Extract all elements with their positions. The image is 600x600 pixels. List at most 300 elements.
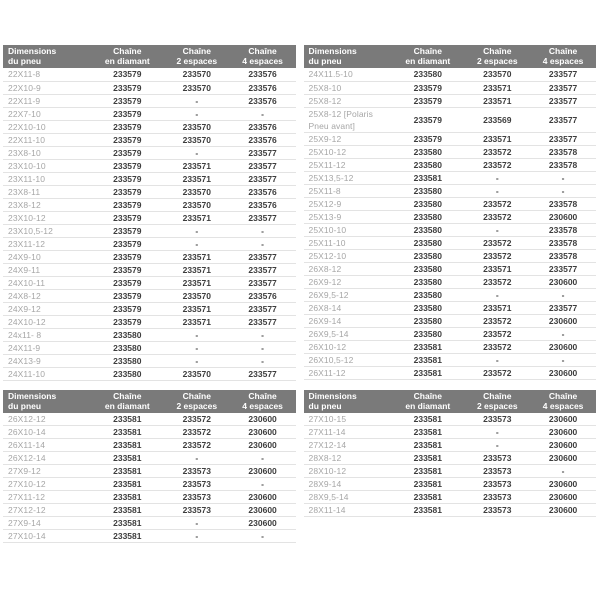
- table-row: [304, 184, 597, 197]
- part-number: 233570: [164, 68, 230, 81]
- part-number: 233570: [164, 185, 230, 198]
- part-number: -: [164, 452, 230, 465]
- part-number: 233576: [230, 185, 296, 198]
- table-row: [304, 262, 597, 275]
- part-number: 233577: [230, 211, 296, 224]
- part-number: 233581: [391, 340, 464, 353]
- part-number: 230600: [530, 439, 596, 452]
- part-number: 233580: [391, 184, 464, 197]
- part-number: 233580: [391, 210, 464, 223]
- part-number: 233579: [91, 315, 164, 328]
- column-header-chaine-4-espaces: Chaîne 4 espaces: [530, 390, 596, 413]
- part-number: 233572: [164, 439, 230, 452]
- table-row: [3, 120, 296, 133]
- table-header-row: [3, 390, 296, 413]
- part-number: 233571: [464, 301, 530, 314]
- table-row: [3, 289, 296, 302]
- tire-dimension: 23X10-12: [3, 211, 91, 224]
- tire-dimension: 24X13-9: [3, 354, 91, 367]
- part-number: 233570: [164, 289, 230, 302]
- column-header-dimensions: Dimensions du pneu: [3, 45, 91, 68]
- part-number: 230600: [530, 413, 596, 426]
- tire-dimension: 27X10-12: [3, 478, 91, 491]
- chain-fitment-table-bottom-left: [3, 390, 296, 544]
- part-number: 233581: [391, 504, 464, 517]
- tire-dimension: 25X8-12 [Polaris Pneu avant]: [304, 107, 392, 132]
- part-number: 233581: [391, 491, 464, 504]
- part-number: -: [230, 478, 296, 491]
- table-row: [3, 159, 296, 172]
- table-header-row: [3, 45, 296, 68]
- part-number: 233579: [91, 211, 164, 224]
- tire-dimension: 24X9-11: [3, 263, 91, 276]
- table-row: [304, 132, 597, 145]
- tire-dimension: 26X9,5-12: [304, 288, 392, 301]
- part-number: 233576: [230, 289, 296, 302]
- tire-dimension: 22X11-9: [3, 94, 91, 107]
- part-number: 230600: [530, 478, 596, 491]
- table-row: [304, 491, 597, 504]
- part-number: 233581: [91, 465, 164, 478]
- part-number: 233581: [391, 413, 464, 426]
- table-row: [304, 158, 597, 171]
- part-number: 233581: [391, 171, 464, 184]
- tire-dimension: 27X12-12: [3, 504, 91, 517]
- table-row: [3, 276, 296, 289]
- part-number: 233581: [391, 426, 464, 439]
- part-number: 233579: [91, 68, 164, 81]
- tire-dimension: 26X11-14: [3, 439, 91, 452]
- part-number: 233571: [164, 302, 230, 315]
- table-row: [3, 413, 296, 426]
- table-row: [304, 504, 597, 517]
- column-header-chaine-en-diamant: Chaîne en diamant: [391, 45, 464, 68]
- part-number: 233579: [91, 120, 164, 133]
- part-number: 230600: [530, 426, 596, 439]
- table-row: [304, 465, 597, 478]
- table-row: [3, 172, 296, 185]
- part-number: 230600: [530, 210, 596, 223]
- part-number: 233581: [91, 530, 164, 543]
- table-row: [304, 327, 597, 340]
- tire-dimension: 23X8-11: [3, 185, 91, 198]
- part-number: 233576: [230, 133, 296, 146]
- table-row: [3, 354, 296, 367]
- part-number: 233572: [464, 249, 530, 262]
- part-number: 233580: [91, 367, 164, 380]
- tire-dimension: 25X9-12: [304, 132, 392, 145]
- part-number: 233579: [91, 146, 164, 159]
- part-number: 233573: [464, 504, 530, 517]
- part-number: 233577: [530, 68, 596, 81]
- part-number: 233572: [464, 197, 530, 210]
- column-header-chaine-2-espaces: Chaîne 2 espaces: [464, 45, 530, 68]
- part-number: -: [230, 224, 296, 237]
- table-row: [304, 197, 597, 210]
- tire-dimension: 24X11.5-10: [304, 68, 392, 81]
- part-number: 233581: [391, 452, 464, 465]
- part-number: -: [230, 107, 296, 120]
- part-number: -: [164, 94, 230, 107]
- part-number: 230600: [530, 491, 596, 504]
- tire-dimension: 26X10-12: [304, 340, 392, 353]
- part-number: 233571: [464, 81, 530, 94]
- part-number: 230600: [230, 413, 296, 426]
- part-number: -: [164, 354, 230, 367]
- tire-dimension: 25X11-8: [304, 184, 392, 197]
- table-row: [304, 94, 597, 107]
- column-header-chaine-4-espaces: Chaîne 4 espaces: [230, 45, 296, 68]
- part-number: 233580: [391, 327, 464, 340]
- table-row: [3, 452, 296, 465]
- part-number: 233577: [530, 132, 596, 145]
- part-number: 233577: [230, 263, 296, 276]
- part-number: 233579: [91, 81, 164, 94]
- part-number: 233570: [464, 68, 530, 81]
- part-number: 233572: [464, 314, 530, 327]
- table-row: [304, 145, 597, 158]
- table-row: [304, 81, 597, 94]
- tire-dimension: 23X11-12: [3, 237, 91, 250]
- part-number: 233579: [91, 107, 164, 120]
- part-number: 233580: [391, 236, 464, 249]
- part-number: 233577: [530, 81, 596, 94]
- table-row: [3, 211, 296, 224]
- table-row: [304, 353, 597, 366]
- part-number: 233576: [230, 198, 296, 211]
- tire-dimension: 26X8-14: [304, 301, 392, 314]
- part-number: 233571: [164, 250, 230, 263]
- part-number: 233576: [230, 94, 296, 107]
- part-number: -: [464, 288, 530, 301]
- tire-dimension: 28X10-12: [304, 465, 392, 478]
- table-header-row: [304, 390, 597, 413]
- tire-dimension: 26X11-12: [304, 366, 392, 379]
- table-row: [304, 288, 597, 301]
- tire-dimension: 22X11-10: [3, 133, 91, 146]
- part-number: 233579: [91, 289, 164, 302]
- part-number: 233581: [91, 426, 164, 439]
- table-row: [304, 171, 597, 184]
- tire-dimension: 27X11-14: [304, 426, 392, 439]
- tire-dimension: 24X10-12: [3, 315, 91, 328]
- part-number: 233571: [164, 159, 230, 172]
- column-header-chaine-2-espaces: Chaîne 2 espaces: [164, 45, 230, 68]
- part-number: 233576: [230, 81, 296, 94]
- part-number: 233571: [464, 94, 530, 107]
- part-number: 233579: [91, 133, 164, 146]
- part-number: -: [164, 517, 230, 530]
- part-number: -: [164, 530, 230, 543]
- table-row: [3, 224, 296, 237]
- part-number: -: [530, 288, 596, 301]
- chain-fitment-table-top-left: [3, 45, 296, 381]
- table-row: [3, 81, 296, 94]
- part-number: 233580: [391, 275, 464, 288]
- table-row: [3, 250, 296, 263]
- part-number: 233579: [91, 94, 164, 107]
- part-number: 233570: [164, 81, 230, 94]
- table-header-row: [304, 45, 597, 68]
- tire-dimension: 28X8-12: [304, 452, 392, 465]
- table-row: [3, 491, 296, 504]
- table-row: [304, 223, 597, 236]
- tire-dimension: 22X11-8: [3, 68, 91, 81]
- chain-fitment-table-bottom-right: [304, 390, 597, 518]
- tire-dimension: 23X8-12: [3, 198, 91, 211]
- tire-dimension: 28X11-14: [304, 504, 392, 517]
- part-number: -: [464, 223, 530, 236]
- tire-dimension: 24x11- 8: [3, 328, 91, 341]
- part-number: 230600: [230, 504, 296, 517]
- table-row: [3, 517, 296, 530]
- part-number: 233581: [91, 517, 164, 530]
- tire-dimension: 27X11-12: [3, 491, 91, 504]
- tire-dimension: 27X10-14: [3, 530, 91, 543]
- chain-fitment-table-top-right: [304, 45, 597, 380]
- part-number: -: [464, 439, 530, 452]
- part-number: 233577: [530, 262, 596, 275]
- table-row: [3, 146, 296, 159]
- part-number: 233579: [91, 250, 164, 263]
- table-row: [3, 465, 296, 478]
- part-number: -: [164, 341, 230, 354]
- tire-dimension: 22X10-9: [3, 81, 91, 94]
- tire-dimension: 28X9-14: [304, 478, 392, 491]
- part-number: 233571: [464, 262, 530, 275]
- part-number: -: [230, 237, 296, 250]
- part-number: 233571: [164, 263, 230, 276]
- tire-dimension: 24X8-12: [3, 289, 91, 302]
- part-number: -: [164, 237, 230, 250]
- part-number: 233572: [464, 327, 530, 340]
- table-row: [3, 315, 296, 328]
- tables-grid: [3, 45, 596, 543]
- part-number: 230600: [530, 504, 596, 517]
- table-row: [3, 367, 296, 380]
- part-number: 233573: [464, 452, 530, 465]
- tire-dimension: 25X8-12: [304, 94, 392, 107]
- part-number: 233573: [464, 413, 530, 426]
- tire-dimension: 24X9-12: [3, 302, 91, 315]
- part-number: 230600: [230, 517, 296, 530]
- part-number: 233569: [464, 107, 530, 132]
- part-number: 233581: [91, 478, 164, 491]
- tire-dimension: 27X12-14: [304, 439, 392, 452]
- part-number: 233578: [530, 197, 596, 210]
- table-row: [3, 237, 296, 250]
- part-number: 233578: [530, 158, 596, 171]
- part-number: -: [530, 353, 596, 366]
- part-number: 233571: [164, 315, 230, 328]
- part-number: 233578: [530, 145, 596, 158]
- part-number: 233580: [391, 145, 464, 158]
- table-row: [304, 439, 597, 452]
- part-number: 233579: [391, 132, 464, 145]
- table-row: [304, 478, 597, 491]
- part-number: 233572: [164, 426, 230, 439]
- part-number: 233577: [230, 315, 296, 328]
- table-row: [304, 340, 597, 353]
- part-number: -: [530, 327, 596, 340]
- column-header-chaine-2-espaces: Chaîne 2 espaces: [464, 390, 530, 413]
- tire-dimension: 25X8-10: [304, 81, 392, 94]
- part-number: 233570: [164, 120, 230, 133]
- tire-dimension: 23X11-10: [3, 172, 91, 185]
- tire-dimension: 25X11-12: [304, 158, 392, 171]
- part-number: 233581: [91, 413, 164, 426]
- part-number: 233577: [230, 250, 296, 263]
- part-number: 233579: [91, 185, 164, 198]
- table-row: [3, 198, 296, 211]
- part-number: 233573: [464, 478, 530, 491]
- tire-dimension: 27X9-14: [3, 517, 91, 530]
- part-number: 230600: [530, 366, 596, 379]
- part-number: -: [230, 328, 296, 341]
- column-header-dimensions: Dimensions du pneu: [304, 390, 392, 413]
- tire-dimension: 24X11-9: [3, 341, 91, 354]
- part-number: 233579: [391, 81, 464, 94]
- table-row: [3, 185, 296, 198]
- part-number: 233580: [391, 197, 464, 210]
- part-number: 233580: [391, 249, 464, 262]
- part-number: 233581: [391, 439, 464, 452]
- table-row: [304, 68, 597, 81]
- table-row: [3, 530, 296, 543]
- part-number: 230600: [530, 314, 596, 327]
- tire-dimension: 26X12-14: [3, 452, 91, 465]
- part-number: 233573: [164, 504, 230, 517]
- tire-dimension: 26X12-12: [3, 413, 91, 426]
- part-number: 233572: [164, 413, 230, 426]
- table-row: [3, 426, 296, 439]
- part-number: 233580: [391, 314, 464, 327]
- tire-dimension: 22X7-10: [3, 107, 91, 120]
- column-header-chaine-en-diamant: Chaîne en diamant: [391, 390, 464, 413]
- part-number: 233577: [530, 107, 596, 132]
- part-number: 233572: [464, 340, 530, 353]
- part-number: 233579: [91, 302, 164, 315]
- part-number: 230600: [230, 439, 296, 452]
- table-row: [304, 107, 597, 132]
- part-number: 233576: [230, 120, 296, 133]
- tire-dimension: 23X10-10: [3, 159, 91, 172]
- part-number: 233580: [91, 341, 164, 354]
- part-number: -: [464, 426, 530, 439]
- part-number: 230600: [230, 465, 296, 478]
- part-number: -: [530, 171, 596, 184]
- table-row: [304, 452, 597, 465]
- tire-dimension: 24X9-10: [3, 250, 91, 263]
- column-header-chaine-en-diamant: Chaîne en diamant: [91, 390, 164, 413]
- part-number: -: [164, 107, 230, 120]
- part-number: -: [530, 184, 596, 197]
- part-number: 233570: [164, 367, 230, 380]
- part-number: 233577: [230, 302, 296, 315]
- part-number: 233571: [164, 211, 230, 224]
- table-row: [3, 68, 296, 81]
- tire-dimension: 25X11-10: [304, 236, 392, 249]
- table-row: [3, 504, 296, 517]
- table-row: [3, 302, 296, 315]
- part-number: 233577: [530, 301, 596, 314]
- tire-dimension: 27X10-15: [304, 413, 392, 426]
- part-number: 233579: [91, 172, 164, 185]
- part-number: 233577: [530, 94, 596, 107]
- tire-dimension: 26X10-14: [3, 426, 91, 439]
- column-header-chaine-2-espaces: Chaîne 2 espaces: [164, 390, 230, 413]
- part-number: 233570: [164, 198, 230, 211]
- part-number: 233579: [391, 107, 464, 132]
- part-number: -: [164, 224, 230, 237]
- part-number: 233581: [391, 353, 464, 366]
- part-number: 230600: [530, 452, 596, 465]
- part-number: 233571: [164, 276, 230, 289]
- part-number: -: [164, 328, 230, 341]
- part-number: 233580: [391, 301, 464, 314]
- part-number: 233578: [530, 236, 596, 249]
- part-number: 233579: [91, 159, 164, 172]
- part-number: 233580: [391, 223, 464, 236]
- part-number: 233572: [464, 210, 530, 223]
- table-row: [3, 328, 296, 341]
- table-row: [3, 341, 296, 354]
- part-number: 233571: [464, 132, 530, 145]
- table-row: [304, 413, 597, 426]
- part-number: 233577: [230, 276, 296, 289]
- part-number: 233573: [164, 478, 230, 491]
- part-number: -: [464, 353, 530, 366]
- part-number: 233573: [164, 491, 230, 504]
- tire-dimension: 26X9,5-14: [304, 327, 392, 340]
- table-row: [304, 249, 597, 262]
- part-number: 233577: [230, 367, 296, 380]
- part-number: 233576: [230, 68, 296, 81]
- tire-dimension: 26X8-12: [304, 262, 392, 275]
- tire-dimension: 26X9-12: [304, 275, 392, 288]
- part-number: 230600: [230, 426, 296, 439]
- part-number: -: [164, 146, 230, 159]
- part-number: -: [464, 184, 530, 197]
- table-row: [304, 426, 597, 439]
- part-number: 233572: [464, 236, 530, 249]
- part-number: 233579: [91, 263, 164, 276]
- part-number: 233573: [164, 465, 230, 478]
- part-number: 233581: [91, 452, 164, 465]
- table-row: [3, 439, 296, 452]
- tire-dimension: 25X13,5-12: [304, 171, 392, 184]
- part-number: 233581: [391, 478, 464, 491]
- part-number: 230600: [530, 340, 596, 353]
- tire-dimension: 22X10-10: [3, 120, 91, 133]
- tire-dimension: 27X9-12: [3, 465, 91, 478]
- part-number: -: [464, 171, 530, 184]
- table-row: [304, 236, 597, 249]
- tire-dimension: 28X9,5-14: [304, 491, 392, 504]
- part-number: 233570: [164, 133, 230, 146]
- part-number: 233571: [164, 172, 230, 185]
- part-number: -: [230, 452, 296, 465]
- part-number: 233579: [391, 94, 464, 107]
- part-number: 233579: [91, 276, 164, 289]
- part-number: -: [230, 354, 296, 367]
- part-number: 233581: [91, 491, 164, 504]
- part-number: 233572: [464, 366, 530, 379]
- column-header-chaine-en-diamant: Chaîne en diamant: [91, 45, 164, 68]
- part-number: 233581: [91, 439, 164, 452]
- tire-dimension: 26X9-14: [304, 314, 392, 327]
- part-number: 233580: [391, 262, 464, 275]
